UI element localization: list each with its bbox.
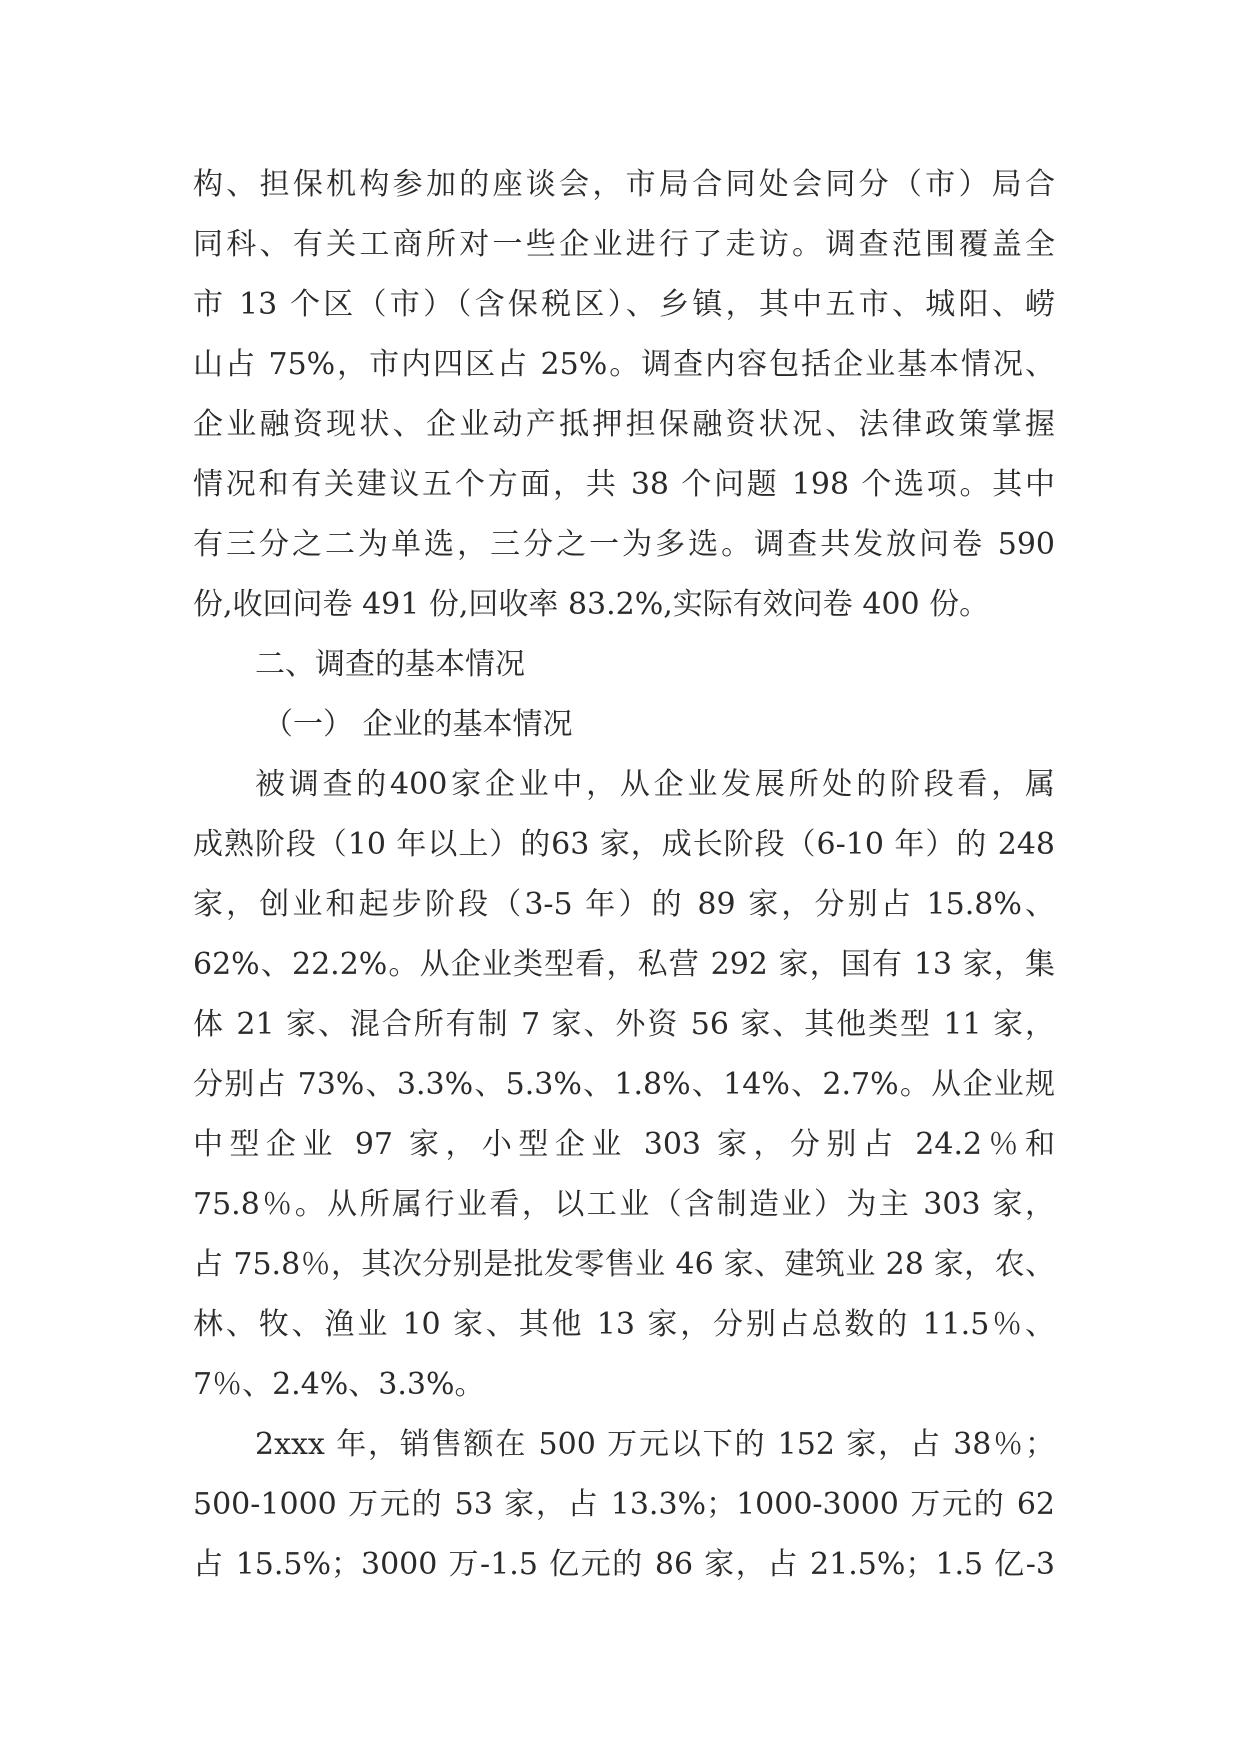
subsection-heading: （一） 企业的基本情况 — [263, 707, 573, 742]
paragraph-line: 企业融资现状、企业动产抵押担保融资状况、法律政策掌握 — [193, 407, 1055, 442]
paragraph-line: 62%、22.2%。从企业类型看，私营 292 家，国有 13 家，集 — [193, 947, 1055, 982]
paragraph-line: 分别占 73%、3.3%、5.3%、1.8%、14%、2.7%。从企业规 — [193, 1067, 1055, 1102]
paragraph-line: 7％、2.4%、3.3%。 — [193, 1367, 485, 1402]
paragraph-line: 市 13 个区（市）（含保税区）、乡镇，其中五市、城阳、崂 — [193, 287, 1055, 322]
paragraph-line: 中型企业 97 家，小型企业 303 家，分别占 24.2％和 — [193, 1127, 1055, 1162]
paragraph-line: 占 75.8％，其次分别是批发零售业 46 家、建筑业 28 家，农、 — [193, 1247, 1055, 1282]
paragraph-line: 被调查的400家企业中，从企业发展所处的阶段看，属 — [255, 767, 1055, 802]
paragraph-line: 成熟阶段（10 年以上）的63 家，成长阶段（6-10 年）的 248 — [193, 827, 1055, 862]
paragraph-line: 75.8％。从所属行业看，以工业（含制造业）为主 303 家， — [193, 1187, 1055, 1222]
paragraph-line: 占 15.5%；3000 万-1.5 亿元的 86 家，占 21.5%；1.5 亿-3 — [193, 1547, 1055, 1582]
paragraph-line: 2xxx 年，销售额在 500 万元以下的 152 家，占 38％； — [255, 1427, 1055, 1462]
paragraph-line: 情况和有关建议五个方面，共 38 个问题 198 个选项。其中 — [193, 467, 1055, 502]
paragraph-line: 家，创业和起步阶段（3-5 年）的 89 家，分别占 15.8%、 — [193, 887, 1055, 922]
paragraph-line: 有三分之二为单选，三分之一为多选。调查共发放问卷 590 — [193, 527, 1055, 562]
paragraph-line: 体 21 家、混合所有制 7 家、外资 56 家、其他类型 11 家， — [193, 1007, 1055, 1042]
paragraph-line: 林、牧、渔业 10 家、其他 13 家，分别占总数的 11.5％、 — [193, 1307, 1055, 1342]
paragraph-line: 同科、有关工商所对一些企业进行了走访。调查范围覆盖全 — [193, 227, 1055, 262]
paragraph-line: 份,收回问卷 491 份,回收率 83.2%,实际有效问卷 400 份。 — [193, 587, 990, 622]
paragraph-line: 构、担保机构参加的座谈会，市局合同处会同分（市）局合 — [193, 167, 1055, 202]
section-heading: 二、调查的基本情况 — [255, 647, 525, 682]
document-body — [193, 155, 1055, 1595]
paragraph-line: 山占 75%，市内四区占 25%。调查内容包括企业基本情况、 — [193, 347, 1055, 382]
paragraph-line: 500-1000 万元的 53 家，占 13.3%；1000-3000 万元的 62 — [193, 1487, 1055, 1522]
